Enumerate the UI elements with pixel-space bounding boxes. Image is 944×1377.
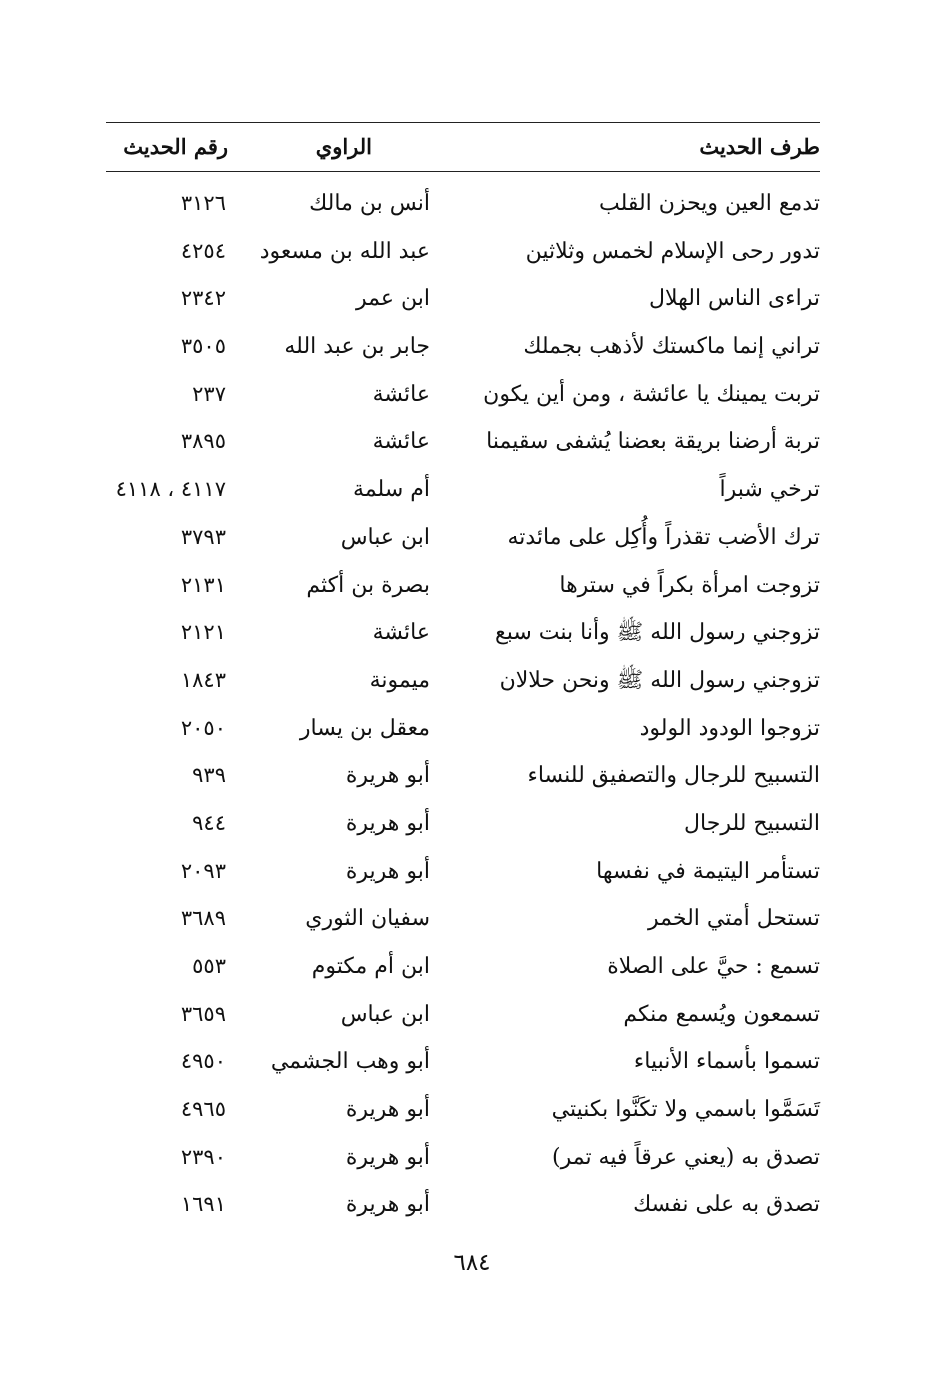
hadith-number: ٤٢٥٤	[180, 238, 226, 263]
hadith-number: ٣٦٥٩	[180, 1001, 226, 1026]
hadith-text: تراني إنما ماكستك لأذهب بجملك	[523, 334, 820, 360]
table-row	[106, 800, 820, 848]
rawi-name: أنس بن مالك	[309, 191, 430, 216]
hadith-number: ٣٦٨٩	[180, 906, 226, 931]
table-row	[106, 1038, 820, 1086]
hadith-number: ٣٥٠٥	[180, 334, 226, 359]
rawi-name: ابن عباس	[340, 1001, 430, 1027]
rawi-name: بصرة بن أكثم	[306, 572, 430, 598]
hadith-text: تربة أرضنا بريقة بعضنا يُشفى سقيمنا	[486, 429, 820, 455]
hadith-text: تستحل أمتي الخمر	[648, 906, 820, 932]
hadith-number: ٢٠٥٠	[180, 715, 226, 740]
hadith-number: ٤٩٥٠	[180, 1049, 226, 1074]
rawi-name: ابن أم مكتوم	[311, 954, 430, 979]
hadith-text: تسمع : حيَّ على الصلاة	[607, 954, 820, 979]
rawi-name: أبو هريرة	[345, 763, 430, 789]
hadith-number: ١٨٤٣	[180, 667, 226, 692]
hadith-number: ١٦٩١	[180, 1192, 226, 1217]
header-hadith: طرف الحديث	[699, 134, 820, 159]
rawi-name: أبو هريرة	[345, 810, 430, 836]
table-row	[106, 705, 820, 753]
hadith-number: ٣٨٩٥	[180, 429, 226, 454]
hadith-text: تزوجني رسول الله ﷺ وأنا بنت سبع	[494, 620, 820, 646]
hadith-text: تدور رحى الإسلام لخمس وثلاثين	[525, 238, 820, 264]
rawi-name: سفيان الثوري	[305, 906, 430, 932]
table-row	[106, 323, 820, 371]
table-row	[106, 848, 820, 896]
hadith-number: ٢٣٩٠	[180, 1144, 226, 1169]
table-header	[106, 122, 820, 172]
hadith-number: ٩٤٤	[192, 810, 226, 835]
hadith-text: تصدق به (يعني عرقاً فيه تمر)	[552, 1144, 820, 1170]
rawi-name: ابن عمر	[356, 286, 430, 312]
table-body	[106, 180, 820, 1229]
hadith-text: تراءى الناس الهلال	[648, 286, 820, 312]
hadith-text: تسموا بأسماء الأنبياء	[633, 1049, 820, 1075]
hadith-text: تدمع العين ويحزن القلب	[598, 191, 820, 216]
hadith-number: ٢٠٩٣	[180, 858, 226, 883]
table-row	[106, 991, 820, 1039]
hadith-text: تزوجوا الودود الولود	[639, 715, 820, 741]
rawi-name: أبو هريرة	[345, 858, 430, 884]
table-row	[106, 418, 820, 466]
hadith-number: ٢١٢١	[180, 620, 226, 645]
header-rawi: الراوي	[315, 134, 372, 159]
rawi-name: ابن عباس	[340, 524, 430, 550]
table-row	[106, 514, 820, 562]
page-number: ٦٨٤	[453, 1250, 491, 1276]
rawi-name: ميمونة	[369, 667, 430, 693]
rawi-name: معقل بن يسار	[299, 715, 430, 741]
hadith-text: تزوجني رسول الله ﷺ ونحن حلالان	[499, 667, 820, 693]
hadith-number: ٤٩٦٥	[180, 1097, 226, 1122]
rawi-name: أبو هريرة	[345, 1192, 430, 1218]
rawi-name: عائشة	[372, 620, 430, 646]
table-row	[106, 943, 820, 991]
rawi-name: أبو هريرة	[345, 1144, 430, 1170]
table-row	[106, 1134, 820, 1182]
hadith-number: ٩٣٩	[192, 763, 226, 788]
hadith-number: ٤١١٧ ، ٤١١٨	[115, 477, 226, 502]
hadith-number: ٣١٢٦	[180, 191, 226, 215]
table-row	[106, 752, 820, 800]
table-row	[106, 1181, 820, 1229]
hadith-text: تسمعون ويُسمع منكم	[623, 1001, 820, 1027]
hadith-text: تصدق به على نفسك	[633, 1192, 820, 1218]
hadith-text: ترك الأضب تقذراً وأُكِل على مائدته	[507, 524, 820, 550]
hadith-number: ٣٧٩٣	[180, 524, 226, 549]
rawi-name: جابر بن عبد الله	[284, 334, 430, 360]
hadith-index-table	[106, 122, 820, 1229]
table-row	[106, 180, 820, 228]
table-row	[106, 562, 820, 610]
hadith-text: التسبيح للرجال والتصفيق للنساء	[527, 763, 820, 789]
table-row	[106, 657, 820, 705]
table-row	[106, 1086, 820, 1134]
hadith-number: ٢٣٤٢	[180, 286, 226, 311]
rawi-name: عائشة	[372, 381, 430, 407]
hadith-text: تربت يمينك يا عائشة ، ومن أين يكون	[483, 381, 820, 407]
hadith-text: التسبيح للرجال	[684, 810, 820, 836]
table-row	[106, 466, 820, 514]
table-row	[106, 228, 820, 276]
rawi-name: عبد الله بن مسعود	[259, 238, 430, 264]
hadith-number: ٥٥٣	[192, 954, 226, 978]
table-row	[106, 895, 820, 943]
rawi-name: عائشة	[372, 429, 430, 455]
rawi-name: أبو هريرة	[345, 1097, 430, 1123]
table-row	[106, 371, 820, 419]
hadith-number: ٢١٣١	[180, 572, 226, 597]
hadith-number: ٢٣٧	[192, 381, 226, 406]
hadith-text: تستأمر اليتيمة في نفسها	[596, 858, 820, 884]
table-row	[106, 609, 820, 657]
header-number: رقم الحديث	[123, 134, 228, 159]
hadith-text: تزوجت امرأة بكراً في سترها	[559, 572, 820, 598]
table-row	[106, 275, 820, 323]
rawi-name: أم سلمة	[353, 477, 430, 503]
hadith-text: تَسَمَّوا باسمي ولا تكَنَّوا بكنيتي	[551, 1097, 820, 1123]
rawi-name: أبو وهب الجشمي	[270, 1049, 430, 1075]
hadith-text: ترخي شبراً	[719, 477, 820, 503]
